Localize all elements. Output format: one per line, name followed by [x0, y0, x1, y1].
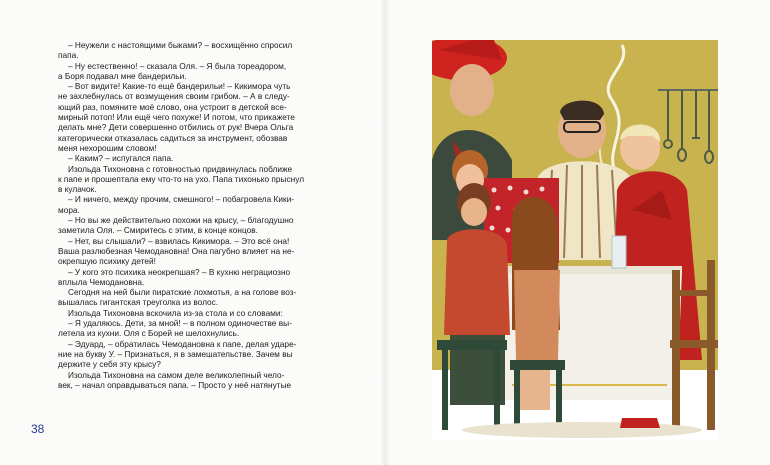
text-line: Изольда Тихоновна на самом деле великолепный чело-	[68, 369, 285, 380]
text-line: – Неужели с настоящими быками? – восхищённо спросил	[68, 40, 293, 50]
text-line: ющий раз, помяните моё слово, она устроит в детской все-	[58, 101, 287, 112]
text-line: держите у себя эту крысу?	[58, 359, 161, 370]
text-line: – У кого это психика неокрепшая? – В кухню неграциозно	[68, 266, 291, 277]
text-line: – Но вы же действительно похожи на крысу, – благодушно	[68, 215, 294, 226]
text-line: – И ничего, между прочим, смешного! – побагровела Кики-	[68, 194, 295, 205]
text-line: не захлебнулась от возмущения своим грибом. – А в следу-	[58, 91, 290, 102]
text-line: – Каким? – испугался папа.	[68, 153, 174, 164]
text-line: а Боря подавал мне бандерильи.	[58, 70, 187, 81]
kitchen-scene-illustration	[432, 40, 718, 440]
page-number: 38	[31, 422, 45, 436]
book-gutter	[380, 0, 390, 465]
text-line: ние на букву У. – Признаться, я в замешательстве. Зачем вы	[58, 348, 293, 359]
text-line: мора.	[58, 204, 80, 215]
text-line: – Вот видите! Какие-то ещё бандерильи! – Кикимора чуть	[68, 81, 291, 92]
text-line: век, – начал оправдываться папа. – Просто у неё натянутые	[58, 379, 292, 390]
text-line: – Нет, вы слышали? – взвилась Кикимора. – Это всё она!	[68, 235, 290, 246]
text-line: меня нехорошим словом!	[58, 142, 157, 153]
text-line: заметила Оля. – Смиритесь с этим, в конце концов.	[58, 225, 258, 236]
text-line: Сегодня на ней были пиратские лохмотья, а на голове воз-	[68, 287, 297, 298]
text-line: папа.	[58, 50, 79, 61]
text-line: вплыла Чемодановна.	[58, 276, 145, 287]
text-line: Изольда Тихоновна вскочила из-за стола и со словами:	[68, 307, 283, 318]
text-line: – Эдуард, – обратилась Чемодановна к папе, делая ударе-	[68, 338, 297, 349]
text-line: окрепшую психику детей!	[58, 256, 156, 267]
text-line: категорически отказалась садиться за инструмент, обозвав	[58, 132, 288, 143]
story-text	[58, 40, 348, 390]
text-line: – Я удаляюсь. Дети, за мной! – в полном одиночестве вы-	[68, 318, 292, 329]
text-line: Ваша разлюбезная Чемодановна! Она пагубно влияет на не-	[58, 245, 295, 256]
text-line: делать мне? Дети совершенно отбились от рук! Вчера Ольга	[58, 122, 294, 133]
text-line: в кулачок.	[58, 184, 97, 195]
text-line: летела из кухни. Оля с Борей не шелохнулись.	[58, 328, 240, 339]
text-line: – Ну естественно! – сказала Оля. – Я была тореадором,	[68, 60, 287, 71]
text-line: Изольда Тихоновна с готовностью придвинулась поближе	[68, 163, 293, 174]
text-line: мирный потоп! Или ещё чего похуже! И потом, что прикажете	[58, 112, 295, 123]
text-line: к папе и прошептала ему что-то на ухо. Папа тихонько прыснул	[58, 173, 305, 184]
text-line: вышалась гигантская треуголка из волос.	[58, 297, 219, 308]
